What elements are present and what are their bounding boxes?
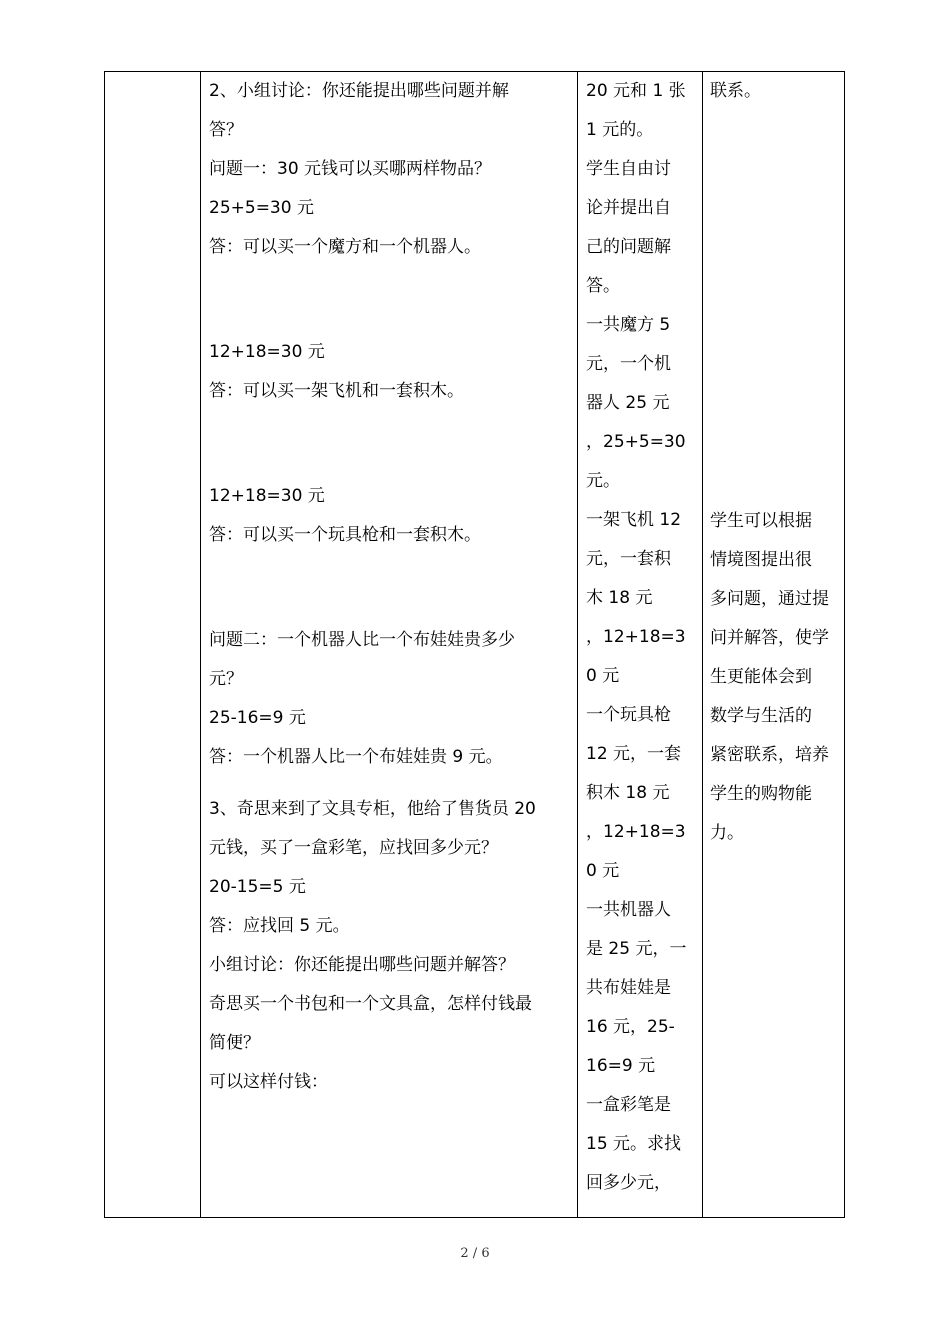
text-line: 元。 — [586, 471, 620, 491]
text-line: 木 18 元 — [586, 588, 653, 608]
text-line: 25+5=30 元 — [209, 198, 314, 218]
text-line: 问题一：30 元钱可以买哪两样物品？ — [209, 159, 492, 179]
text-line: 25-16=9 元 — [209, 708, 306, 728]
text-line: 问并解答，使学 — [710, 628, 829, 648]
text-line: 元，一个机 — [586, 354, 671, 374]
text-line: 数学与生活的 — [710, 706, 812, 726]
text-line: 2、小组讨论：你还能提出哪些问题并解 — [209, 81, 509, 101]
text-line: ，12+18=3 — [586, 627, 686, 647]
lesson-table — [104, 71, 845, 1218]
text-line: 答：一个机器人比一个布娃娃贵 9 元。 — [209, 747, 503, 767]
text-line: 多问题，通过提 — [710, 589, 829, 609]
text-line: 回多少元， — [586, 1173, 671, 1193]
teaching-process-cell — [209, 72, 579, 1102]
text-line: 联系。 — [710, 81, 761, 101]
page-number: 2 / 6 — [460, 1246, 490, 1261]
text-line: 0 元 — [586, 861, 620, 881]
text-line: 元？ — [209, 669, 243, 689]
text-line: 元钱，买了一盒彩笔，应找回多少元？ — [209, 838, 498, 858]
text-line: 12 元，一套 — [586, 744, 682, 764]
text-line: 一共机器人 — [586, 900, 671, 920]
text-line: 器人 25 元 — [586, 393, 670, 413]
text-line: 学生可以根据 — [710, 511, 812, 531]
text-line: 20 元和 1 张 — [586, 81, 686, 101]
text-line: 力。 — [710, 823, 744, 843]
column-divider-3 — [702, 72, 703, 1217]
text-line: ，12+18=3 — [586, 822, 686, 842]
text-line: 是 25 元，一 — [586, 939, 687, 959]
text-line: 答：可以买一个玩具枪和一套积木。 — [209, 525, 481, 545]
text-line: ，25+5=30 — [586, 432, 686, 452]
text-line: 一共魔方 5 — [586, 315, 671, 335]
text-line: 一架飞机 12 — [586, 510, 682, 530]
text-line: 1 元的。 — [586, 120, 654, 140]
text-line: 学生自由讨 — [586, 159, 671, 179]
text-line: 一盒彩笔是 — [586, 1095, 671, 1115]
design-intent-cell — [710, 72, 840, 853]
text-line: 15 元。求找 — [586, 1134, 682, 1154]
text-line: 12+18=30 元 — [209, 486, 325, 506]
text-line: 学生的购物能 — [710, 784, 812, 804]
text-line: 可以这样付钱： — [209, 1072, 328, 1092]
text-line: 20-15=5 元 — [209, 877, 306, 897]
text-line: 论并提出自 — [586, 198, 671, 218]
text-line: 己的问题解 — [586, 237, 671, 257]
text-line: 答：应找回 5 元。 — [209, 916, 350, 936]
text-line: 奇思买一个书包和一个文具盒，怎样付钱最 — [209, 994, 532, 1014]
text-line: 答：可以买一个魔方和一个机器人。 — [209, 237, 481, 257]
text-line: 答？ — [209, 120, 243, 140]
text-line: 元，一套积 — [586, 549, 671, 569]
text-line: 积木 18 元 — [586, 783, 670, 803]
text-line: 一个玩具枪 — [586, 705, 671, 725]
text-line: 答。 — [586, 276, 620, 296]
text-line: 12+18=30 元 — [209, 342, 325, 362]
student-activity-cell — [586, 72, 702, 1203]
text-line: 16=9 元 — [586, 1056, 656, 1076]
column-divider-1 — [200, 72, 201, 1217]
text-line: 3、奇思来到了文具专柜，他给了售货员 20 — [209, 799, 536, 819]
text-line: 生更能体会到 — [710, 667, 812, 687]
text-line: 问题二：一个机器人比一个布娃娃贵多少 — [209, 630, 515, 650]
text-line: 答：可以买一架飞机和一套积木。 — [209, 381, 464, 401]
text-line: 简便？ — [209, 1033, 260, 1053]
text-line: 小组讨论：你还能提出哪些问题并解答？ — [209, 955, 515, 975]
text-line: 紧密联系，培养 — [710, 745, 829, 765]
text-line: 16 元，25- — [586, 1017, 675, 1037]
text-line: 情境图提出很 — [710, 550, 812, 570]
text-line: 0 元 — [586, 666, 620, 686]
text-line: 共布娃娃是 — [586, 978, 671, 998]
